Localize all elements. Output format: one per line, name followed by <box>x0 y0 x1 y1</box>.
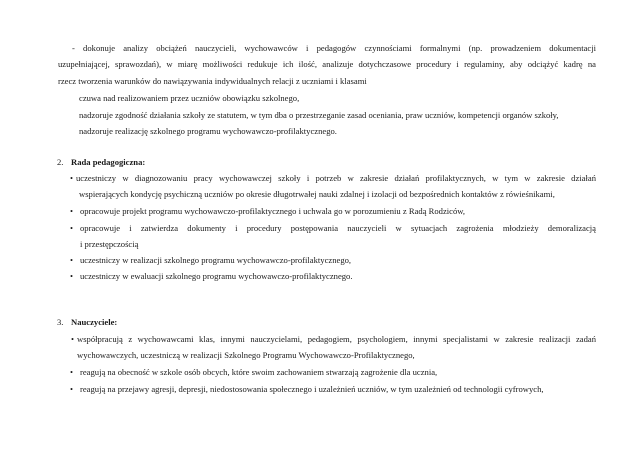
intro-line-1: - dokonuje analizy obciążeń nauczycieli, wychowawców i pedagogów czynnościami formalnymi (np. prowadzeniem dokumentacji <box>72 43 596 53</box>
section-3-item-1-line-2: wychowawczych, uczestniczą w realizacji Szkolnego Programu Wychowawczo-Profilaktycznego, <box>77 350 415 360</box>
section-3-number: 3. <box>57 317 64 327</box>
section-2-number: 2. <box>57 157 64 167</box>
section-2-item-5: uczestniczy w ewaluacji szkolnego programu wychowawczo-profilaktycznego. <box>80 271 353 281</box>
section-2-item-3-line-1: opracowuje i zatwierdza dokumenty i procedury postępowania nauczycieli w sytuacjach zagrożenia młodzieży demoralizacją <box>80 223 596 233</box>
intro-line-6: nadzoruje realizację szkolnego programu wychowawczo-profilaktycznego. <box>79 126 337 136</box>
section-3-item-1-line-1: współpracują z wychowawcami klas, innymi nauczycielami, pedagogiem, psychologiem, innymi specjalistami w zakresie realizacji zadań <box>77 334 596 344</box>
section-2-item-3-line-2: i przestępczością <box>80 239 139 249</box>
bullet-icon <box>71 333 74 345</box>
bullet-icon <box>70 383 73 395</box>
bullet-icon <box>70 254 73 266</box>
bullet-icon <box>70 222 73 234</box>
section-2-heading: Rada pedagogiczna: <box>71 157 146 167</box>
bullet-icon <box>70 366 73 378</box>
section-2-item-4: uczestniczy w realizacji szkolnego programu wychowawczo-profilaktycznego, <box>80 255 352 265</box>
section-3-item-3: reagują na przejawy agresji, depresji, niedostosowania społecznego i uzależnień uczniów, w tym uzależnień od technologii cyfrowych, <box>80 384 544 394</box>
section-2-item-2: opracowuje projekt programu wychowawczo-profilaktycznego i uchwala go w porozumieniu z Radą Rodziców, <box>80 206 466 216</box>
bullet-icon <box>70 205 73 217</box>
bullet-icon <box>70 270 73 282</box>
intro-line-5: nadzoruje zgodność działania szkoły ze statutem, w tym dba o przestrzeganie zasad oceniania, praw uczniów, kompetencji organów szkoły, <box>79 110 559 120</box>
section-3-heading: Nauczyciele: <box>71 317 118 327</box>
section-2-item-1-line-2: wspierających kondycję psychiczną uczniów po okresie długotrwałej nauki zdalnej i izolacji od bezpośrednich kontaktów z rówieśnikami, <box>79 189 555 199</box>
section-2-item-1-line-1: uczestniczy w diagnozowaniu pracy wychowawczej szkoły i potrzeb w zakresie działań profilaktycznych, w tym w zakresie działań <box>76 173 596 183</box>
bullet-icon <box>70 172 73 184</box>
intro-line-4: czuwa nad realizowaniem przez uczniów obowiązku szkolnego, <box>79 93 300 103</box>
section-3-item-2: reagują na obecność w szkole osób obcych, które swoim zachowaniem stwarzają zagrożenie dla ucznia, <box>80 367 438 377</box>
intro-line-3: rzecz tworzenia warunków do nawiązywania indywidualnych relacji z uczniami i klasami <box>58 76 367 86</box>
intro-line-2: uzupełniającej, sprawozdań), w miarę możliwości redukuje ich ilość, analizuje dotychczasowe procedury i regulaminy, aby odciążyć kadrę na <box>58 59 596 69</box>
